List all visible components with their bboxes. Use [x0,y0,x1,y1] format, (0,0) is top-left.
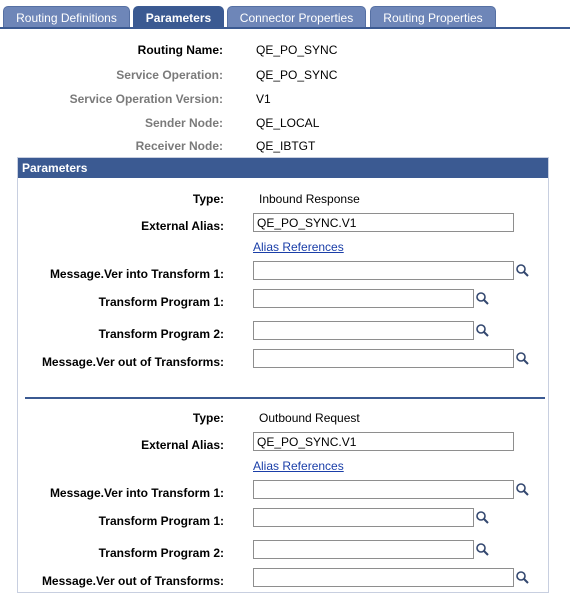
section-divider [25,397,545,399]
transform-program-2-input[interactable] [253,321,474,340]
tab-bar [0,6,570,28]
transform-program-2-input[interactable] [253,540,474,559]
sender-node-label: Sender Node: [144,116,223,130]
external-alias-input[interactable] [253,213,514,232]
tab-routing-definitions[interactable]: Routing Definitions [3,6,130,28]
external-alias-label: External Alias: [141,219,224,233]
panel-title: Parameters [18,158,548,178]
msg-out-label: Message.Ver out of Transforms: [41,574,224,588]
external-alias-label: External Alias: [141,438,224,452]
tab-routing-properties[interactable]: Routing Properties [370,6,496,28]
magnifier-icon[interactable] [515,570,530,585]
msg-out-label: Message.Ver out of Transforms: [41,355,224,369]
sender-node-value: QE_LOCAL [256,116,320,130]
magnifier-icon[interactable] [515,351,530,366]
alias-references-link[interactable]: Alias References [253,459,344,473]
msg-in-input[interactable] [253,261,514,280]
transform-program-2-label: Transform Program 2: [98,327,224,341]
tab-connector-properties[interactable]: Connector Properties [227,6,366,28]
routing-name-value: QE_PO_SYNC [256,43,338,57]
magnifier-icon[interactable] [515,482,530,497]
service-operation-value: QE_PO_SYNC [256,68,338,82]
type-value: Outbound Request [259,411,360,425]
external-alias-input[interactable] [253,432,514,451]
magnifier-icon[interactable] [475,542,490,557]
magnifier-icon[interactable] [475,291,490,306]
magnifier-icon[interactable] [475,510,490,525]
msg-in-label: Message.Ver into Transform 1: [49,267,224,281]
type-value: Inbound Response [259,192,360,206]
alias-references-link[interactable]: Alias References [253,240,344,254]
tab-parameters[interactable]: Parameters [133,6,224,28]
service-operation-version-value: V1 [256,92,271,106]
transform-program-1-label: Transform Program 1: [98,295,224,309]
magnifier-icon[interactable] [515,263,530,278]
msg-in-label: Message.Ver into Transform 1: [49,486,224,500]
type-label: Type: [192,192,224,206]
service-operation-label: Service Operation: [116,68,223,82]
transform-program-1-label: Transform Program 1: [98,514,224,528]
tab-underline [0,27,570,29]
transform-program-2-label: Transform Program 2: [98,546,224,560]
receiver-node-value: QE_IBTGT [256,139,316,153]
receiver-node-label: Receiver Node: [135,139,223,153]
magnifier-icon[interactable] [475,323,490,338]
msg-out-input[interactable] [253,349,514,368]
transform-program-1-input[interactable] [253,508,474,527]
routing-name-label: Routing Name: [137,43,223,57]
type-label: Type: [192,411,224,425]
msg-in-input[interactable] [253,480,514,499]
parameters-panel [17,157,549,593]
transform-program-1-input[interactable] [253,289,474,308]
service-operation-version-label: Service Operation Version: [69,92,223,106]
msg-out-input[interactable] [253,568,514,587]
